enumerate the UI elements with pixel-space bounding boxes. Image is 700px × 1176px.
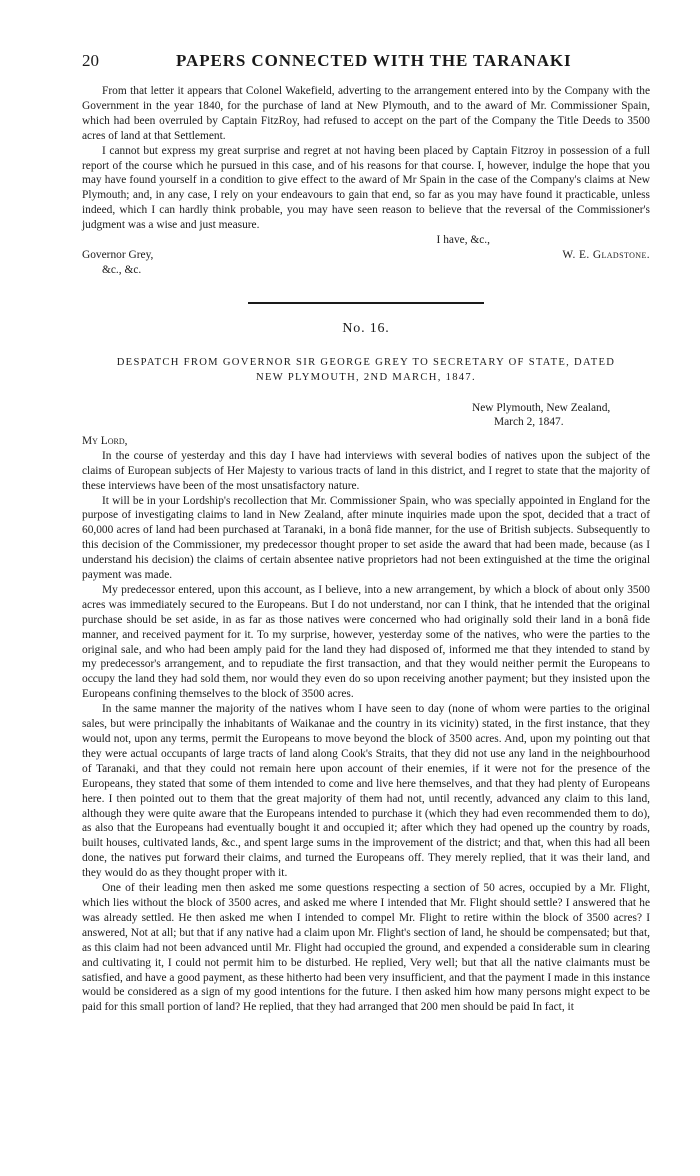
letter-addressee: Governor Grey, — [82, 248, 154, 261]
despatch-number: No. 16. — [342, 320, 390, 336]
despatch-heading: DESPATCH FROM GOVERNOR SIR GEORGE GREY TO SECRETARY OF STATE, DATED NEW PLYMOUTH, 2ND MARCH, 1847. — [116, 356, 616, 383]
letter-addressee-etc: &c., &c. — [102, 263, 142, 276]
letter-paragraph-1: From that letter it appears that Colonel Wakefield, adverting to the arrangement entered into by the Company with the Government in the year 1840, for the purchase of land at New Plymouth, and to the award of Mr. Commissioner Spain, which had been overruled by Captain FitzRoy, had refused to accept on the part of the Company the Title Deeds to 3500 acres of land at that Settlement. — [82, 85, 650, 142]
page-number: 20 — [82, 51, 99, 70]
letter-body — [82, 84, 650, 278]
signature-row — [82, 248, 650, 263]
despatch-dateline — [82, 401, 650, 430]
despatch-salutation: My Lord, — [82, 434, 128, 447]
page-header — [82, 51, 650, 80]
letter-closing: I have, &c., — [436, 234, 490, 247]
despatch-paragraph-1: In the course of yesterday and this day I have had interviews with several bodies of natives upon the subject of the claims of European subjects of Her Majesty to various tracts of land in this district, and I regret to state that the majority of these interviews have been of the most unsatisfactory nature. — [82, 449, 650, 492]
despatch-body — [82, 449, 650, 1015]
letter-paragraph-2: I cannot but express my great surprise and regret at not having been placed by Captain Fitzroy in possession of a full report of the course which he pursued in this case, and of his reasons for that course. I, however, indulge the hope that you may have found yourself in a condition to give effect to the award of Mr Spain in the case of the Company's claims at New Plymouth; and, in any case, I rely on your endeavours to gain that end, so far as you may have found it practicable, unless indeed, which I can hardly think probable, you may have seen reason to believe that the reversal of the Commissioner's judgment was a wise and just measure. — [82, 144, 650, 232]
dateline-date: March 2, 1847. — [494, 416, 564, 429]
despatch-paragraph-3: My predecessor entered, upon this account, as I believe, into a new arrangement, by which a block of about only 3500 acres was immediately secured to the Europeans. But I do not understand, nor can I think, that he intended that the original purchase should be set aside, in as far as those natives were concerned who had originally sold their land in a bonâ fide manner, and received payment for it. To my surprise, however, yesterday some of the natives, who were the parties to the original sale, and who had been amply paid for the land they had disposed of, informed me that they intended to stand by my predecessor's arrangement, and to repudiate the first transaction, and that they would neither permit the Europeans to occupy the land they had sold them, nor would they even do so upon receiving another payment; but they insisted upon the Europeans confining themselves to the block of 3500 acres. — [82, 583, 650, 701]
dateline-place: New Plymouth, New Zealand, — [472, 401, 611, 414]
letter-signature: W. E. Gladstone. — [562, 248, 650, 261]
despatch-paragraph-5: One of their leading men then asked me some questions respecting a section of 50 acres, occupied by a Mr. Flight, which lies without the block of 3500 acres, and asked me where I intended that Mr. Flight should settle? I answered that he was already settled. He then asked me when I intended to compel Mr. Flight to retire within the block of 3500 acres? I answered, Not at all; but that if any native had a claim upon Mr. Flight's section of land, he should be compensated; but that, as this claim had not been advanced until Mr. Flight had occupied the ground, and expended a considerable sum in clearing and cultivating it, I could not permit him to be disturbed. He replied, Very well; but that all the native claimants must be satisfied, and have a good payment, as these hitherto had been very insufficient, and that the payment I made in this instance would be considered as a sign of my good intentions for the future. I then asked him how many persons might expect to be paid for this small portion of land? He replied, that they had arranged that 200 men should be paid In fact, it — [82, 882, 650, 1014]
running-title: PAPERS CONNECTED WITH THE TARANAKI — [176, 51, 572, 70]
despatch-paragraph-2: It will be in your Lordship's recollection that Mr. Commissioner Spain, who was specially appointed in England for the purpose of investigating claims to land in New Zealand, after minute inquiries made upon the spot, decided that a tract of 60,000 acres of land had been purchased at Taranaki, in a bonâ fide manner, for the use of British subjects. Subsequently to this decision of the Commissioner, my predecessor thought proper to set aside the award that had been made, because (as I understand his decision) the claims of certain absentee native proprietors had not been extinguished at the time the original payment was made. — [82, 494, 650, 582]
despatch-paragraph-4: In the same manner the majority of the natives whom I have seen to day (none of whom were parties to the original sales, but were principally the inhabitants of Waikanae and the country in its vicinity) stated, in the first instance, that they would not, upon any terms, permit the Europeans to move beyond the block of 3500 acres. And, upon my pointing out that they were actual occupants of large tracts of land along Cook's Straits, that they did not use any land in the neighbourhood of Taranaki, and that they could not remain here upon account of their enemies, if it were not for the presence of the Europeans, they stated that some of them intended to come and live here themselves, and that they had plenty of Europeans here. I then pointed out to them that the great majority of them had not, until recently, advanced any claim to this land, although they were quite aware that the Europeans intended to purchase it (which they had even recommended them to do), as also that the Europeans had eventually bought it and occupied it; after which they had opened up the country by roads, built houses, cultivated lands, &c., and spent large sums in the improvement of the district; and that, when this had all been done, the natives put forward their claims, and turned the Europeans off. They merely replied, that it was their land, and they would do as they thought proper with it. — [82, 703, 650, 880]
section-divider — [248, 302, 484, 304]
